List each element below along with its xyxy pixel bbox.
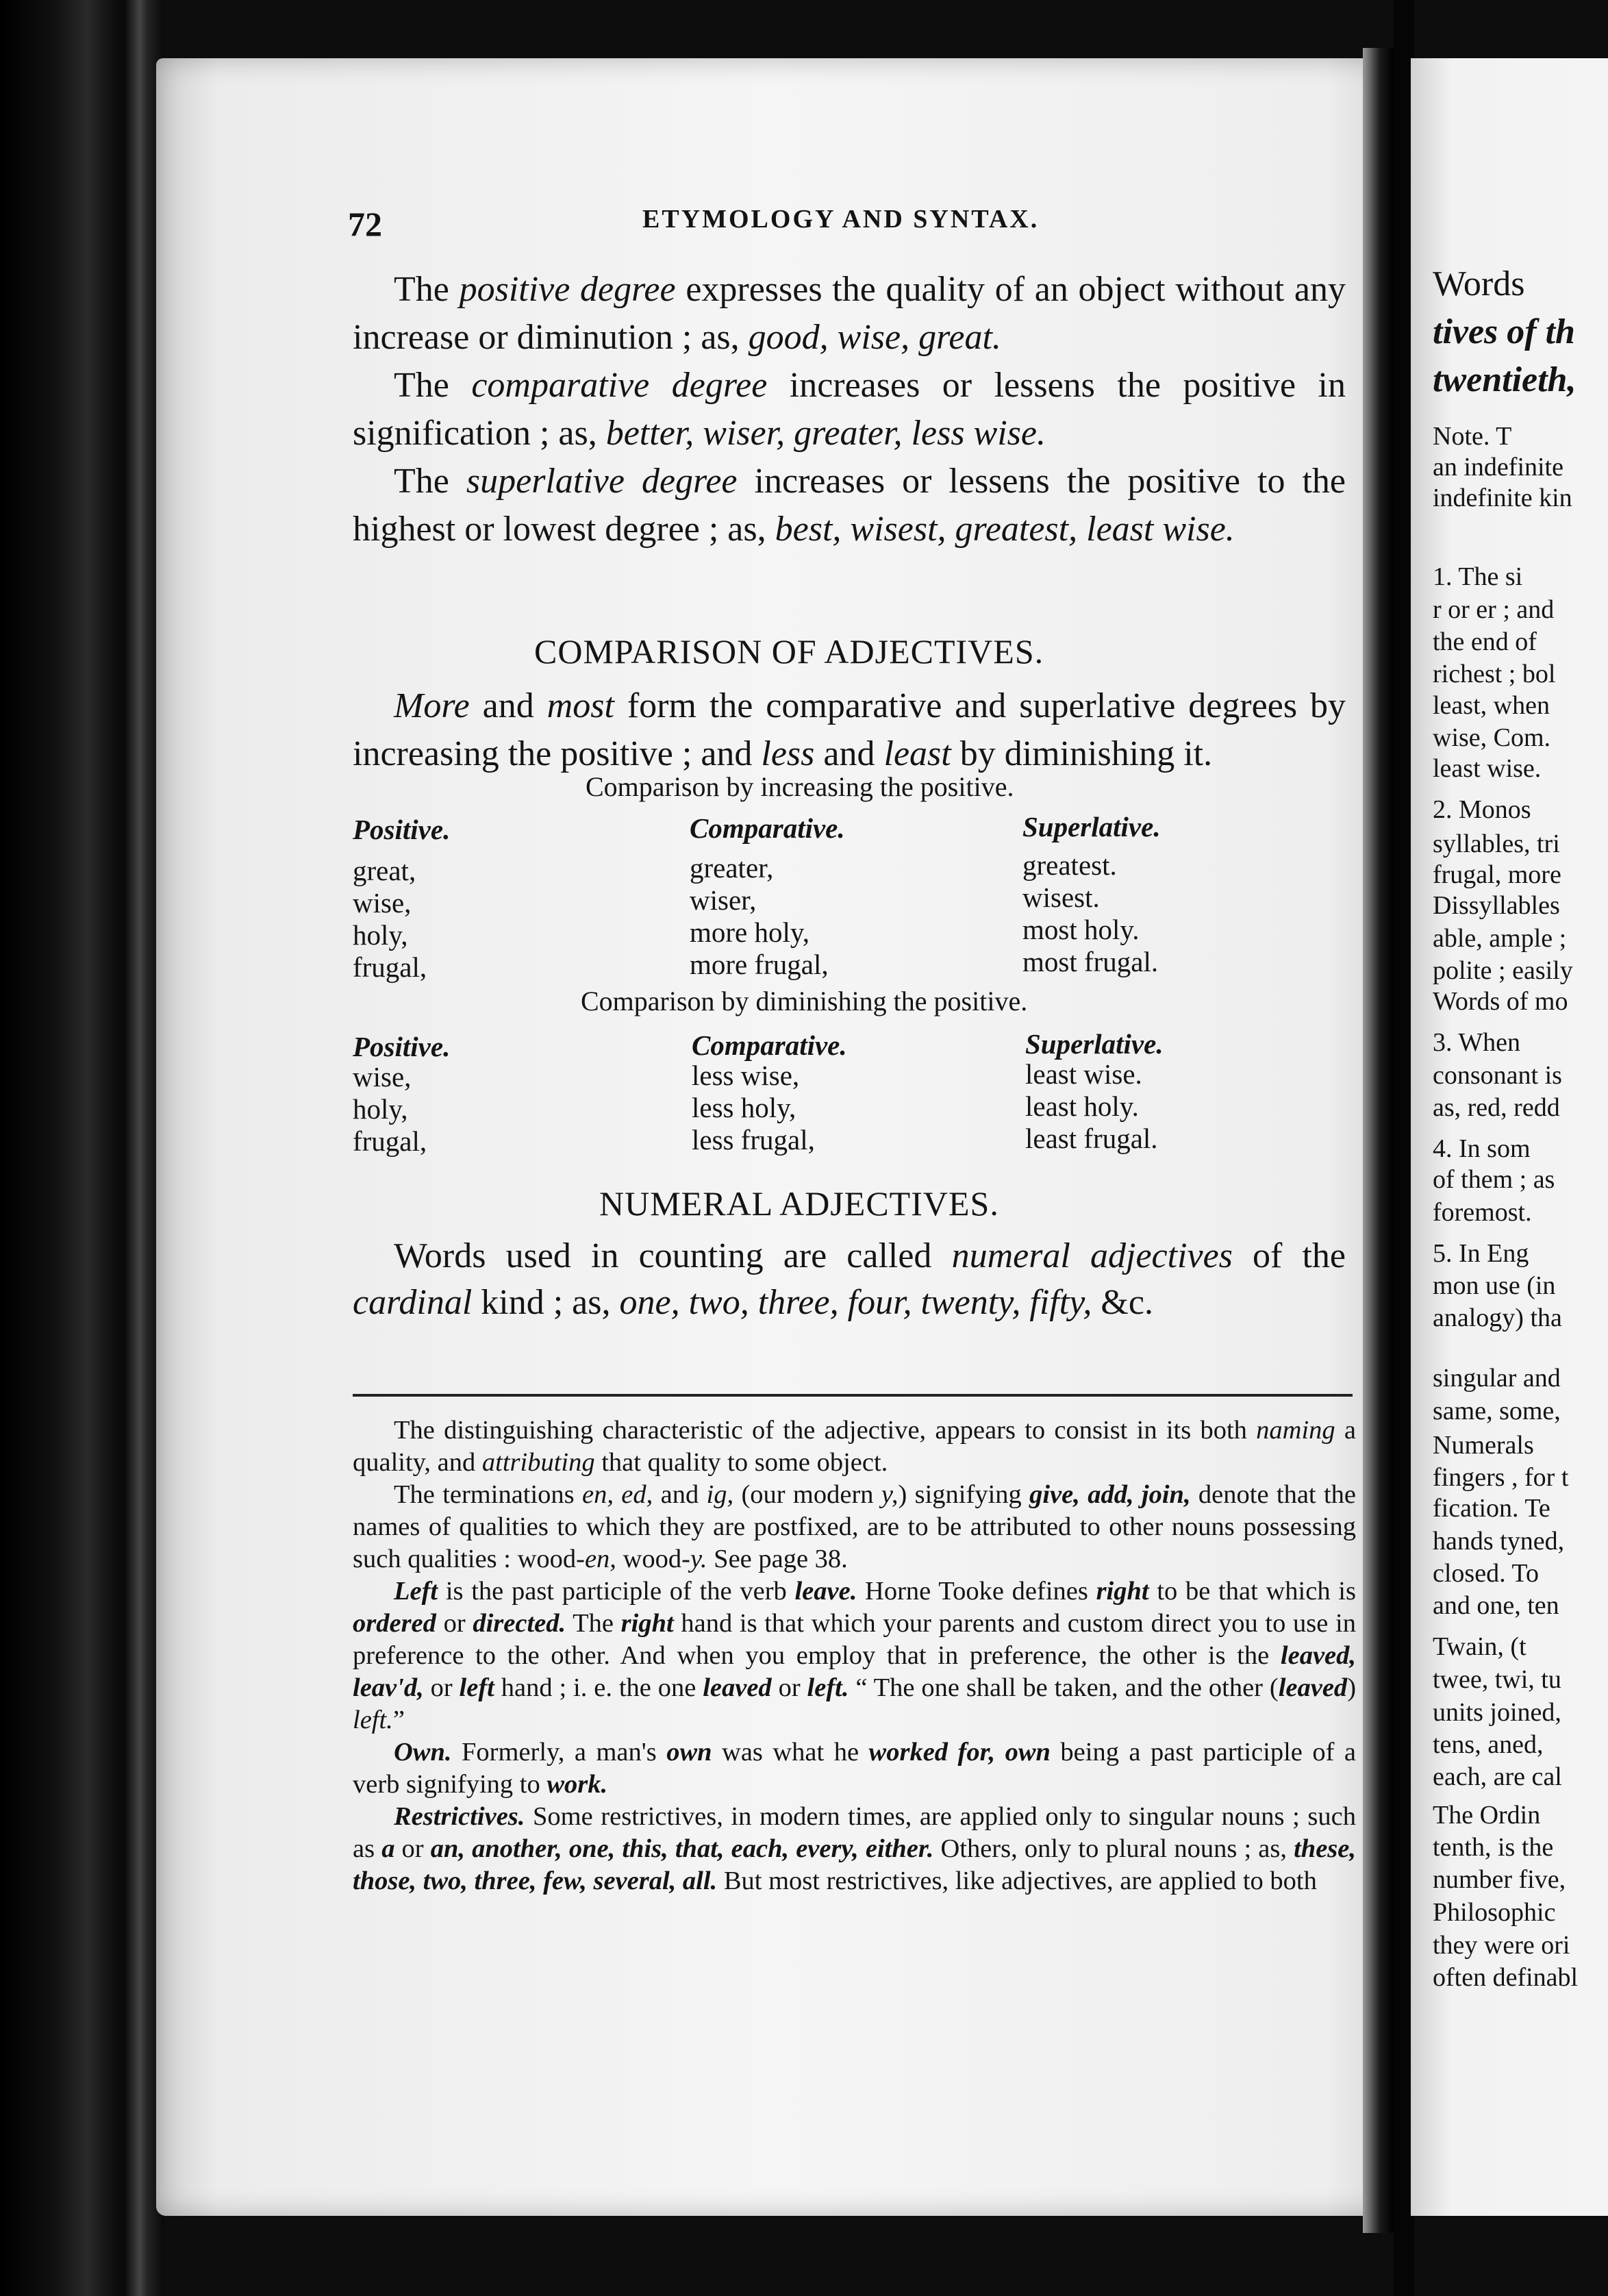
text: The — [566, 1609, 621, 1638]
text: denote that the names of qualities to which they are postfixed, are to be attributed to other nouns possessing such qualities : wood- — [353, 1480, 1356, 1573]
right-page-line: Philosophic — [1433, 1898, 1556, 1927]
term: Left — [394, 1577, 438, 1606]
term: left. — [353, 1706, 393, 1734]
term: left. — [807, 1673, 849, 1702]
term: leave. — [794, 1577, 857, 1606]
comparative-column — [690, 852, 829, 981]
numeral-paragraph — [353, 1233, 1346, 1326]
right-page-line: richest ; bol — [1433, 660, 1556, 688]
text: increases or lessens the positive in signification ; as, — [353, 366, 1346, 453]
text — [995, 1738, 1005, 1767]
term: attributing — [481, 1448, 595, 1477]
right-page-line: foremost. — [1433, 1198, 1532, 1227]
right-page-line: least, when — [1433, 691, 1550, 720]
term: en, — [584, 1545, 616, 1573]
diminishing-table — [353, 1028, 1353, 1168]
text: that quality to some object. — [594, 1448, 888, 1477]
cell: wise, — [353, 1061, 412, 1093]
cell: more holy, — [690, 916, 809, 948]
right-page-line: Numerals — [1433, 1431, 1534, 1460]
note-terminations — [353, 1479, 1356, 1575]
right-page-line: units joined, — [1433, 1698, 1561, 1727]
text: is the past participle of the verb — [438, 1577, 795, 1606]
right-page-line: an indefinite — [1433, 453, 1563, 482]
text: of the — [1232, 1236, 1346, 1275]
cell: least frugal. — [1025, 1123, 1158, 1154]
right-page-line: indefinite kin — [1433, 484, 1572, 512]
right-page-line: 3. When — [1433, 1028, 1521, 1057]
text: by diminishing it. — [951, 734, 1213, 773]
right-page-line: each, are cal — [1433, 1762, 1562, 1791]
right-page-line: 2. Monos — [1433, 795, 1531, 824]
diminishing-caption: Comparison by diminishing the positive. — [581, 986, 1028, 1016]
text: &c. — [1092, 1283, 1153, 1322]
right-page-line: closed. To — [1433, 1559, 1539, 1588]
comparison-intro-paragraph — [353, 682, 1346, 778]
page-number: 72 — [348, 205, 382, 243]
text: Some restrictives, in modern times, are applied only to singular nouns ; such as — [353, 1802, 1356, 1863]
text: expresses the quality of an object without any increase or diminution ; as, — [353, 270, 1346, 357]
examples: good, wise, great. — [748, 318, 1001, 357]
degrees-section — [353, 266, 1346, 553]
term: give, add, join, — [1029, 1480, 1191, 1509]
right-page-line: Words — [1433, 264, 1525, 303]
text: See page 38. — [707, 1545, 848, 1573]
cell: wiser, — [690, 884, 757, 916]
note-characteristic — [353, 1414, 1356, 1479]
right-page-line: consonant is — [1433, 1061, 1562, 1090]
text: or — [423, 1673, 460, 1702]
text: a quality, and — [353, 1416, 1356, 1477]
term: y. — [690, 1545, 707, 1573]
right-page-line: mon use (in — [1433, 1271, 1556, 1300]
term: naming — [1256, 1416, 1335, 1445]
examples: better, wiser, greater, less wise. — [605, 414, 1046, 453]
text: Formerly, a man's — [451, 1738, 667, 1767]
term: work. — [547, 1770, 608, 1799]
term: ordered — [353, 1609, 436, 1638]
positive-column — [353, 1061, 427, 1158]
comparative-degree-paragraph — [353, 362, 1346, 458]
numeral-heading: NUMERAL ADJECTIVES. — [599, 1184, 999, 1223]
term: these, those, two, three, few, several, all. — [353, 1834, 1356, 1895]
right-page-line: fingers , for t — [1433, 1463, 1569, 1492]
text: wood- — [616, 1545, 690, 1573]
text: The terminations — [394, 1480, 582, 1509]
right-page-line: Twain, (t — [1433, 1632, 1527, 1661]
text: ) signifying — [898, 1480, 1030, 1509]
page-edge-shadow — [1363, 48, 1394, 2233]
right-page-line: hands tyned, — [1433, 1527, 1565, 1556]
text: and — [814, 734, 884, 773]
cell: holy, — [353, 1093, 408, 1125]
term: superlative degree — [466, 462, 738, 501]
term: worked for, — [868, 1738, 996, 1767]
cell: least holy. — [1025, 1090, 1139, 1122]
cell: greater, — [690, 852, 774, 884]
term: left — [459, 1673, 494, 1702]
term: y, — [881, 1480, 899, 1509]
text: being a past participle of a verb signifying to — [353, 1738, 1357, 1799]
note-left — [353, 1575, 1356, 1736]
term: positive degree — [459, 270, 676, 309]
cell: holy, — [353, 919, 408, 951]
comparative-column — [692, 1060, 815, 1156]
right-page-line: tenth, is the — [1433, 1833, 1554, 1862]
text: “ The one shall be taken, and the other ( — [849, 1673, 1279, 1702]
text: Words used in counting are called — [394, 1236, 952, 1275]
cell: less wise, — [692, 1060, 800, 1091]
superlative-column — [1022, 849, 1158, 978]
term: least — [883, 734, 951, 773]
text: or — [436, 1609, 473, 1638]
right-page-line: syllables, tri — [1433, 829, 1560, 858]
right-page-line: twentieth, — [1433, 360, 1576, 399]
text: The distinguishing characteristic of the adjective, appears to consist in its both — [394, 1416, 1257, 1445]
positive-column — [353, 855, 427, 984]
text: (our modern — [733, 1480, 881, 1509]
right-page-line: number five, — [1433, 1865, 1566, 1894]
cell: greatest. — [1022, 849, 1117, 881]
right-page-line: and one, ten — [1433, 1591, 1559, 1620]
right-page-line: polite ; easily — [1433, 956, 1573, 985]
increasing-caption: Comparison by increasing the positive. — [586, 771, 1014, 802]
right-page-line: Dissyllables — [1433, 891, 1560, 920]
term: own — [1005, 1738, 1051, 1767]
text: increases or lessens the positive to the highest or lowest degree ; as, — [353, 462, 1346, 549]
header-superlative: Superlative. — [1022, 811, 1161, 843]
right-page-line: often definabl — [1433, 1963, 1579, 1992]
comparison-intro — [353, 682, 1346, 778]
cell: more frugal, — [690, 949, 829, 980]
cell: least wise. — [1025, 1058, 1142, 1090]
right-page-line: Note. T — [1433, 422, 1512, 451]
term: numeral adjectives — [951, 1236, 1233, 1275]
term: leaved — [1278, 1673, 1348, 1702]
term: right — [1096, 1577, 1149, 1606]
right-page-line: singular and — [1433, 1364, 1561, 1393]
right-page-line: The Ordin — [1433, 1801, 1541, 1830]
text: or — [771, 1673, 807, 1702]
term: own — [666, 1738, 712, 1767]
term: More — [394, 686, 470, 725]
cell: most holy. — [1022, 914, 1140, 945]
header-superlative: Superlative. — [1025, 1028, 1164, 1060]
right-page-line: of them ; as — [1433, 1165, 1555, 1194]
term: an, another, one, this, that, each, every, either. — [430, 1834, 934, 1863]
right-page-line: same, some, — [1433, 1397, 1561, 1425]
numeral-section — [353, 1233, 1346, 1326]
text: kind ; as, — [472, 1283, 620, 1322]
right-page-line: frugal, more — [1433, 860, 1561, 889]
examples: one, two, three, four, twenty, fifty, — [619, 1283, 1092, 1322]
note-own — [353, 1736, 1356, 1801]
right-page-line: tens, aned, — [1433, 1730, 1544, 1759]
text: Others, only to plural nouns ; as, — [933, 1834, 1294, 1863]
right-page-line: the end of — [1433, 627, 1537, 656]
right-page-line: analogy) tha — [1433, 1303, 1562, 1332]
cell: wise, — [353, 887, 412, 919]
text: was what he — [712, 1738, 869, 1767]
footnotes — [353, 1414, 1356, 1897]
cell: less frugal, — [692, 1124, 815, 1156]
right-page-line: least wise. — [1433, 754, 1542, 783]
term: most — [547, 686, 614, 725]
text: The — [394, 462, 466, 501]
term: directed. — [473, 1609, 566, 1638]
term: comparative degree — [471, 366, 768, 405]
note-restrictives — [353, 1801, 1356, 1897]
cell: wisest. — [1022, 882, 1100, 913]
positive-degree-paragraph — [353, 266, 1346, 362]
term: en, ed, — [582, 1480, 653, 1509]
running-title: ETYMOLOGY AND SYNTAX. — [642, 205, 1040, 234]
cell: great, — [353, 855, 416, 886]
text: and — [653, 1480, 707, 1509]
term: less — [761, 734, 815, 773]
text: Horne Tooke defines — [857, 1577, 1096, 1606]
right-page-line: 1. The si — [1433, 562, 1523, 591]
header-positive: Positive. — [353, 1031, 451, 1062]
header-comparative: Comparative. — [692, 1030, 847, 1061]
increasing-table — [353, 811, 1353, 985]
right-page-line: as, red, redd — [1433, 1093, 1560, 1122]
term: a — [381, 1834, 395, 1863]
right-page-line: 4. In som — [1433, 1134, 1531, 1163]
text: ” — [392, 1706, 405, 1734]
term: Own. — [394, 1738, 452, 1767]
text: or — [394, 1834, 431, 1863]
right-page-line: wise, Com. — [1433, 723, 1551, 752]
examples: best, wisest, greatest, least wise. — [775, 510, 1235, 549]
right-page-line: 5. In Eng — [1433, 1239, 1529, 1268]
superlative-degree-paragraph — [353, 458, 1346, 553]
header-positive: Positive. — [353, 814, 451, 845]
cell: less holy, — [692, 1092, 796, 1123]
header-comparative: Comparative. — [690, 812, 845, 844]
term: ig, — [706, 1480, 734, 1509]
term: cardinal — [353, 1283, 473, 1322]
text: form the comparative and superlative degrees by increasing the positive ; and — [353, 686, 1346, 773]
term: leaved, leav'd, — [353, 1641, 1356, 1702]
text: and — [469, 686, 547, 725]
cell: frugal, — [353, 1125, 427, 1157]
right-page-line: twee, twi, tu — [1433, 1665, 1561, 1694]
footnote-rule — [353, 1394, 1353, 1397]
text: ) — [1347, 1673, 1357, 1702]
right-page-line: they were ori — [1433, 1931, 1570, 1960]
right-page-line: fication. Te — [1433, 1494, 1550, 1523]
cell: most frugal. — [1022, 946, 1159, 977]
text: hand is that which your parents and custom direct you to use in preference to the other. And when you employ that in preference, the other is the — [353, 1609, 1356, 1670]
right-page-line: r or er ; and — [1433, 595, 1555, 624]
right-page-line: Words of mo — [1433, 987, 1568, 1016]
cell: frugal, — [353, 951, 427, 983]
text: But most restrictives, like adjectives, are applied to both — [717, 1867, 1317, 1895]
text: to be that which is — [1148, 1577, 1356, 1606]
term: right — [620, 1609, 674, 1638]
text: The — [394, 366, 472, 405]
superlative-column — [1025, 1058, 1158, 1155]
term: leaved — [703, 1673, 772, 1702]
comparison-heading: COMPARISON OF ADJECTIVES. — [534, 632, 1044, 671]
term: Restrictives. — [394, 1802, 525, 1831]
text: The — [394, 270, 460, 309]
right-page-line: able, ample ; — [1433, 924, 1567, 953]
right-page-line: tives of th — [1433, 312, 1575, 351]
text: hand ; i. e. the one — [494, 1673, 703, 1702]
